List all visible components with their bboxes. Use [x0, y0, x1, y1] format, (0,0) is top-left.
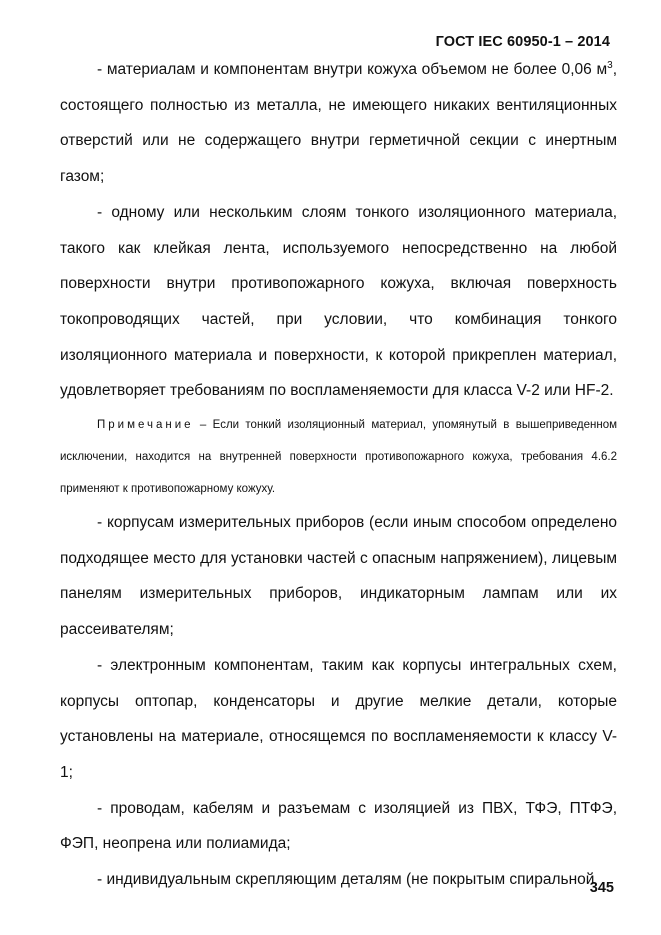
- paragraph-4: - электронным компонентам, таким как корпусы интегральных схем, корпусы оптопар, конденсаторы и другие мелкие детали, которые установлены на материале, относящемся по воспламеняемости к классу V-1;: [60, 656, 617, 781]
- document-header: ГОСТ IEC 60950-1 – 2014: [435, 34, 610, 50]
- paragraph-1-text: - материалам и компонентам внутри кожуха объемом не более 0,06 м: [97, 61, 608, 78]
- paragraph-6: - индивидуальным скрепляющим деталям (не покрытым спиральной: [97, 871, 595, 889]
- paragraph-2: - одному или нескольким слоям тонкого изоляционного материала, такого как клейкая лента, используемого непосредственно на любой поверхности внутри противопожарного кожуха, включая поверхность токопроводящих частей, при условии, что комбинация тонкого изоляционного материала и поверхности, к которой прикреплен материал, удовлетворяет требованиям по воспламеняемости для класса V-2 или HF-2.: [60, 203, 617, 400]
- paragraph-3: - корпусам измерительных приборов (если иным способом определено подходящее место для установки частей с опасным напряжением), лицевым панелям измерительных приборов, индикаторным лампам или их рассеивателям;: [60, 514, 617, 639]
- note: [60, 409, 617, 505]
- document-body: [60, 52, 617, 898]
- note-text: – Если тонкий изоляционный материал, упомянутый в вышеприведенном исключении, находится на внутренней поверхности противопожарного кожуха, требования 4.6.2 применяют к противопожарному кожуху.: [60, 419, 617, 496]
- paragraph-5: - проводам, кабелям и разъемам с изоляцией из ПВХ, ТФЭ, ПТФЭ, ФЭП, неопрена или полиамида;: [60, 799, 617, 853]
- paragraph-1: [60, 52, 617, 195]
- paragraph-1-tail: , состоящего полностью из металла, не имеющего никаких вентиляционных отверстий или не содержащего внутри герметичной секции с инертным газом;: [60, 61, 617, 186]
- superscript: 3: [607, 59, 613, 71]
- note-label: Примечание: [97, 419, 194, 432]
- page-number: 345: [589, 880, 614, 896]
